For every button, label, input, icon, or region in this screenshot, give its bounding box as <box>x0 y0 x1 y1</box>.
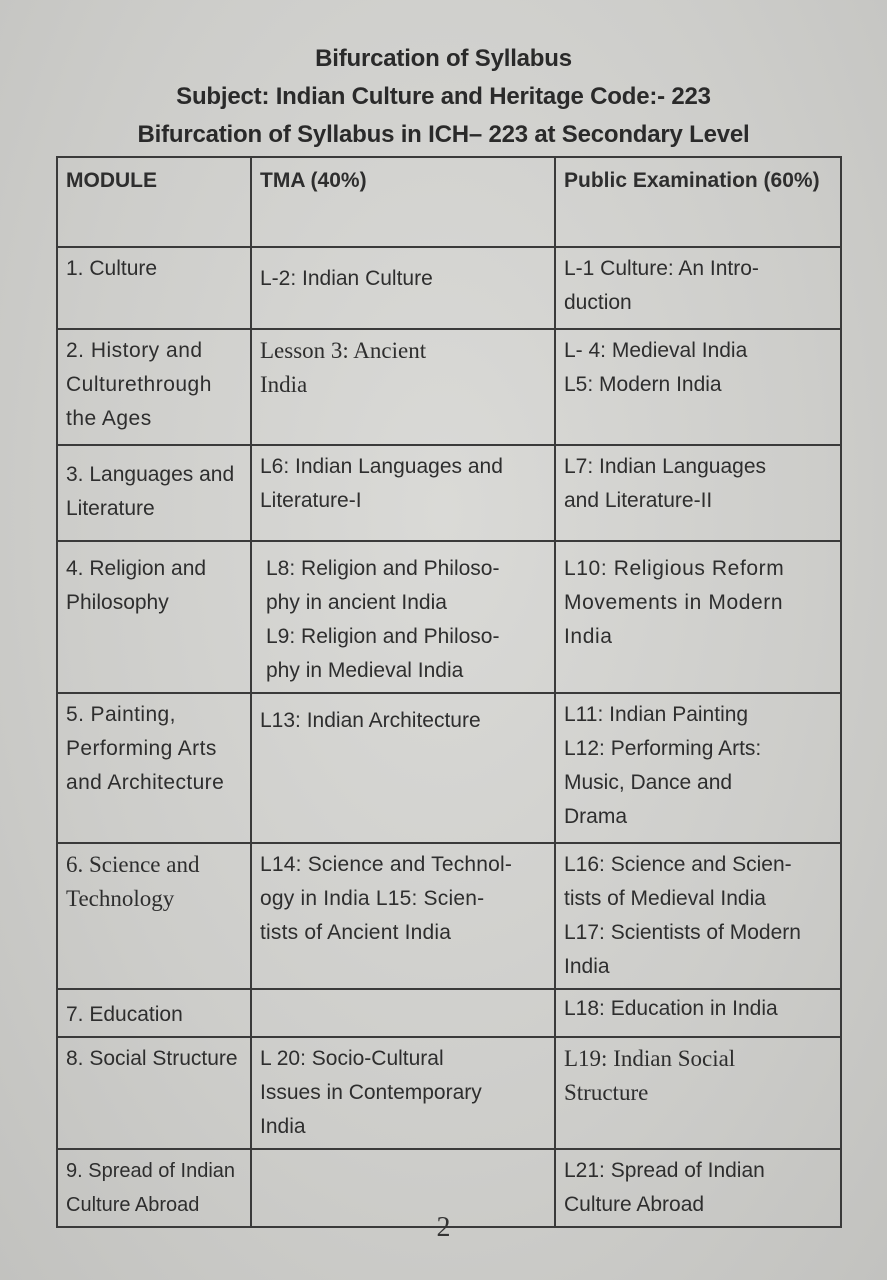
public-lesson: Structure <box>564 1080 649 1105</box>
subject-line: Subject: Indian Culture and Heritage Code:- 223 <box>176 83 711 110</box>
column-header-module: MODULE <box>57 157 251 247</box>
public-lesson: L18: Education in India <box>564 997 778 1020</box>
public-lesson: L- 4: Medieval India <box>564 339 748 362</box>
tma-lesson: L6: Indian Languages and <box>260 455 503 478</box>
tma-lesson: L 20: Socio-Cultural <box>260 1047 444 1070</box>
tma-lesson: tists of Ancient India <box>260 921 452 944</box>
public-lesson: Drama <box>564 805 628 828</box>
document-header <box>0 40 887 154</box>
public-lesson: L19: Indian Social <box>564 1046 736 1071</box>
table-row <box>57 445 841 541</box>
module-cell: 9. Spread of Indian Culture Abroad <box>57 1149 251 1227</box>
public-lesson: India <box>564 625 613 648</box>
syllabus-table <box>56 156 842 1228</box>
page-title: Bifurcation of Syllabus <box>315 45 572 72</box>
module-cell: 7. Education <box>57 989 251 1037</box>
tma-cell <box>251 247 555 329</box>
public-exam-cell <box>555 329 841 445</box>
public-exam-cell <box>555 693 841 843</box>
public-exam-cell <box>555 247 841 329</box>
public-lesson: L17: Scientists of Modern <box>564 921 801 944</box>
tma-lesson: India <box>260 1115 306 1138</box>
public-lesson: L5: Modern India <box>564 373 722 396</box>
tma-lesson: Lesson 3: Ancient <box>260 338 427 363</box>
table-row <box>57 329 841 445</box>
public-lesson: Culture Abroad <box>564 1193 705 1216</box>
module-cell: 1. Culture <box>57 247 251 329</box>
public-exam-cell <box>555 541 841 693</box>
tma-lesson: phy in Medieval India <box>266 659 464 682</box>
column-header-public-exam <box>555 157 841 247</box>
tma-lesson: phy in ancient India <box>266 591 447 614</box>
level-line: Bifurcation of Syllabus in ICH– 223 at Secondary Level <box>137 121 750 148</box>
module-cell: 8. Social Structure <box>57 1037 251 1149</box>
public-header-line-1: Public <box>564 169 628 192</box>
tma-cell <box>251 989 555 1037</box>
public-lesson: L21: Spread of Indian <box>564 1159 765 1182</box>
public-lesson: L12: Performing Arts: <box>564 737 762 760</box>
public-lesson: L10: Religious Reform <box>564 557 785 580</box>
public-lesson: duction <box>564 291 632 314</box>
module-cell: 5. Painting, Performing Arts and Architecture <box>57 693 251 843</box>
tma-lesson: L14: Science and Technol- <box>260 853 513 876</box>
public-lesson: and Literature-II <box>564 489 713 512</box>
public-lesson: L16: Science and Scien- <box>564 853 792 876</box>
tma-cell <box>251 693 555 843</box>
tma-lesson: Issues in Contemporary <box>260 1081 482 1104</box>
tma-lesson: L-2: Indian Culture <box>260 267 433 290</box>
public-lesson: Music, Dance and <box>564 771 733 794</box>
module-cell: 3. Languages and Literature <box>57 445 251 541</box>
module-cell: 4. Religion and Philosophy <box>57 541 251 693</box>
tma-lesson: L8: Religion and Philoso- <box>266 557 500 580</box>
page-number: 2 <box>436 1212 451 1243</box>
public-lesson: tists of Medieval India <box>564 887 766 910</box>
tma-cell <box>251 329 555 445</box>
table-row <box>57 1037 841 1149</box>
table-header-row <box>57 157 841 247</box>
public-lesson: India <box>564 955 610 978</box>
table-row <box>57 989 841 1037</box>
public-exam-cell <box>555 989 841 1037</box>
tma-cell <box>251 843 555 989</box>
module-cell: 6. Science and Technology <box>57 843 251 989</box>
public-lesson: L7: Indian Languages <box>564 455 767 478</box>
public-lesson: L-1 Culture: An Intro- <box>564 257 759 280</box>
table-row <box>57 843 841 989</box>
module-cell: 2. History and Culturethrough the Ages <box>57 329 251 445</box>
tma-lesson: Literature-I <box>260 489 362 512</box>
tma-cell <box>251 445 555 541</box>
table-row <box>57 541 841 693</box>
tma-cell <box>251 1037 555 1149</box>
column-header-tma: TMA (40%) <box>251 157 555 247</box>
tma-lesson: L13: Indian Architecture <box>260 709 481 732</box>
tma-cell <box>251 541 555 693</box>
table-row <box>57 693 841 843</box>
tma-lesson: India <box>260 372 308 397</box>
tma-lesson: L9: Religion and Philoso- <box>266 625 500 648</box>
table-row <box>57 247 841 329</box>
tma-lesson: ogy in India L15: Scien- <box>260 887 485 910</box>
public-exam-cell <box>555 1037 841 1149</box>
public-lesson: Movements in Modern <box>564 591 784 614</box>
public-exam-cell <box>555 843 841 989</box>
public-header-line-2: Examination (60%) <box>632 169 820 192</box>
public-lesson: L11: Indian Painting <box>564 703 749 726</box>
public-exam-cell <box>555 445 841 541</box>
